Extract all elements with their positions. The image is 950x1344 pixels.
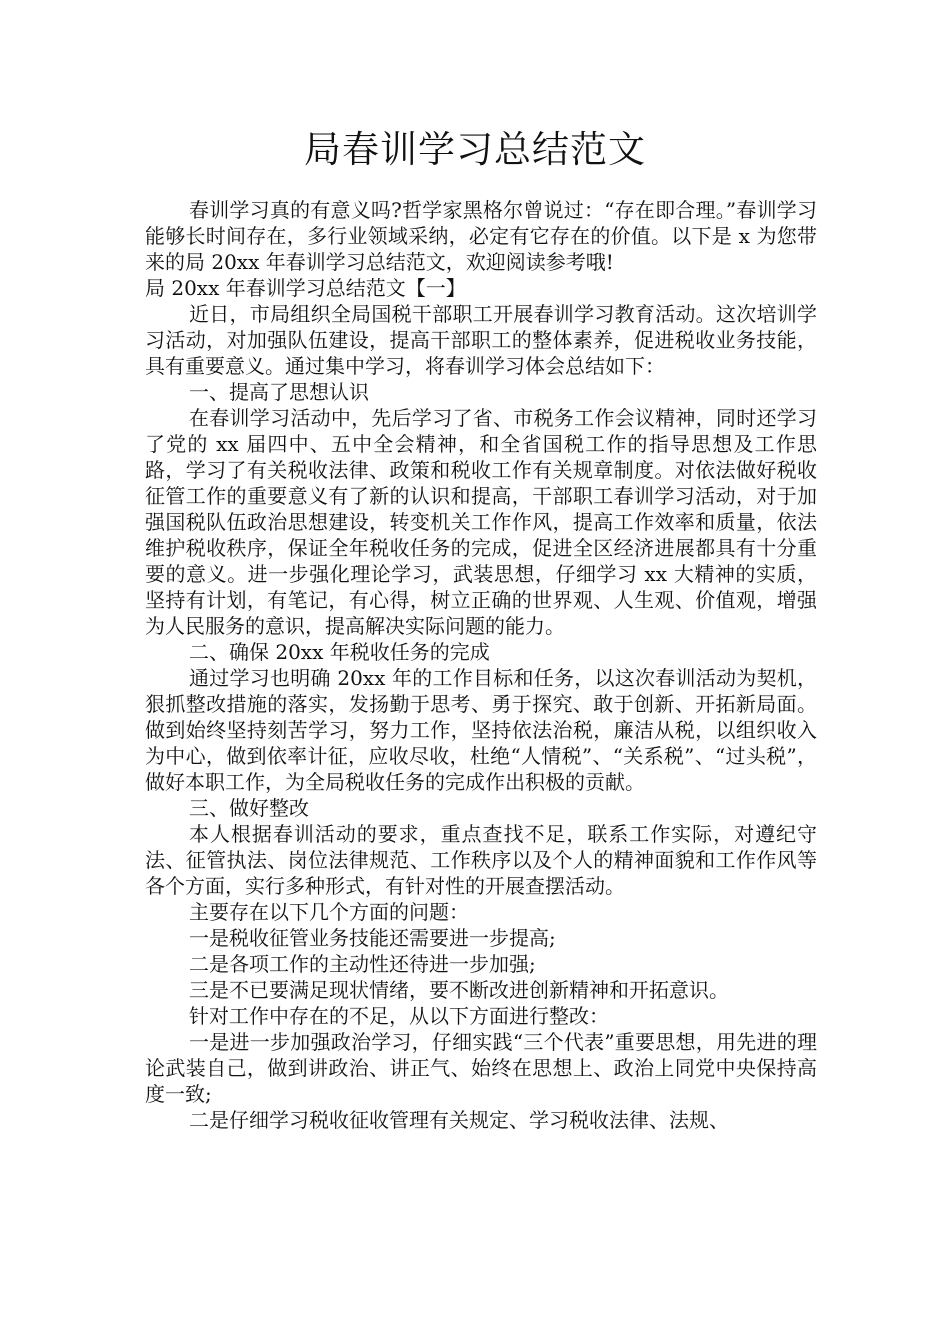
body-paragraph: 二是各项工作的主动性还待进一步加强; xyxy=(189,952,536,976)
body-paragraph: 主要存在以下几个方面的问题： xyxy=(189,900,469,924)
body-paragraph: 在春训学习活动中，先后学习了省、市税务工作会议精神，同时还学习了党的 xx 届四中、五中全会精神，和全省国税工作的指导思想及工作思路，学习了有关税收法律、政策和税收工作有关规章制度。对依法做好税收征管工作的重要意义有了新的认识和提高，干部职工春训学习活动，对于加强国税队伍政治思想建设，转变机关工作作风，提高工作效率和质量，依法维护税收秩序，保证全年税收任务的完成，促进全区经济进展都具有十分重要的意义。进一步强化理论学习，武装思想，仔细学习 xx 大精神的实质，坚持有计划，有笔记，有心得，树立正确的世界观、人生观、价值观，增强为人民服务的意识，提高解决实际问题的能力。 xyxy=(145,406,817,638)
section-heading: 局 20xx 年春训学习总结范文【一】 xyxy=(145,276,466,300)
body-paragraph: 一是税收征管业务技能还需要进一步提高; xyxy=(189,926,556,950)
document-body xyxy=(145,197,817,1133)
body-paragraph: 二是仔细学习税收征收管理有关规定、学习税收法律、法规、 xyxy=(189,1108,729,1132)
body-paragraph: 一是进一步加强政治学习，仔细实践“三个代表”重要思想，用先进的理论武装自己，做到讲政治、讲正气、始终在思想上、政治上同党中央保持高度一致; xyxy=(145,1030,817,1106)
body-paragraph: 二、确保 20xx 年税收任务的完成 xyxy=(189,640,490,664)
body-paragraph: 三、做好整改 xyxy=(189,796,309,820)
body-paragraph: 三是不已要满足现状情绪，要不断改进创新精神和开拓意识。 xyxy=(189,978,729,1002)
body-paragraph: 本人根据春训活动的要求，重点查找不足，联系工作实际，对遵纪守法、征管执法、岗位法律规范、工作秩序以及个人的精神面貌和工作作风等各个方面，实行多种形式，有针对性的开展查摆活动。 xyxy=(145,822,817,898)
body-paragraph: 针对工作中存在的不足，从以下方面进行整改： xyxy=(189,1004,609,1028)
document-title: 局春训学习总结范文 xyxy=(304,128,646,171)
body-paragraph: 通过学习也明确 20xx 年的工作目标和任务，以这次春训活动为契机，狠抓整改措施的落实，发扬勤于思考、勇于探究、敢于创新、开拓新局面。做到始终坚持刻苦学习，努力工作，坚持依法治税，廉洁从税，以组织收入为中心，做到依率计征，应收尽收，杜绝“人情税”、“关系税”、“过头税”，做好本职工作，为全局税收任务的完成作出积极的贡献。 xyxy=(145,666,817,794)
body-paragraph: 春训学习真的有意义吗?哲学家黑格尔曾说过：“存在即合理。”春训学习能够长时间存在，多行业领域采纳，必定有它存在的价值。以下是 x 为您带来的局 20xx 年春训学习总结范文，欢迎阅读参考哦! xyxy=(145,198,817,274)
body-paragraph: 近日，市局组织全局国税干部职工开展春训学习教育活动。这次培训学习活动，对加强队伍建设，提高干部职工的整体素养，促进税收业务技能，具有重要意义。通过集中学习，将春训学习体会总结如下： xyxy=(145,302,817,378)
body-paragraph: 一、提高了思想认识 xyxy=(189,380,369,404)
